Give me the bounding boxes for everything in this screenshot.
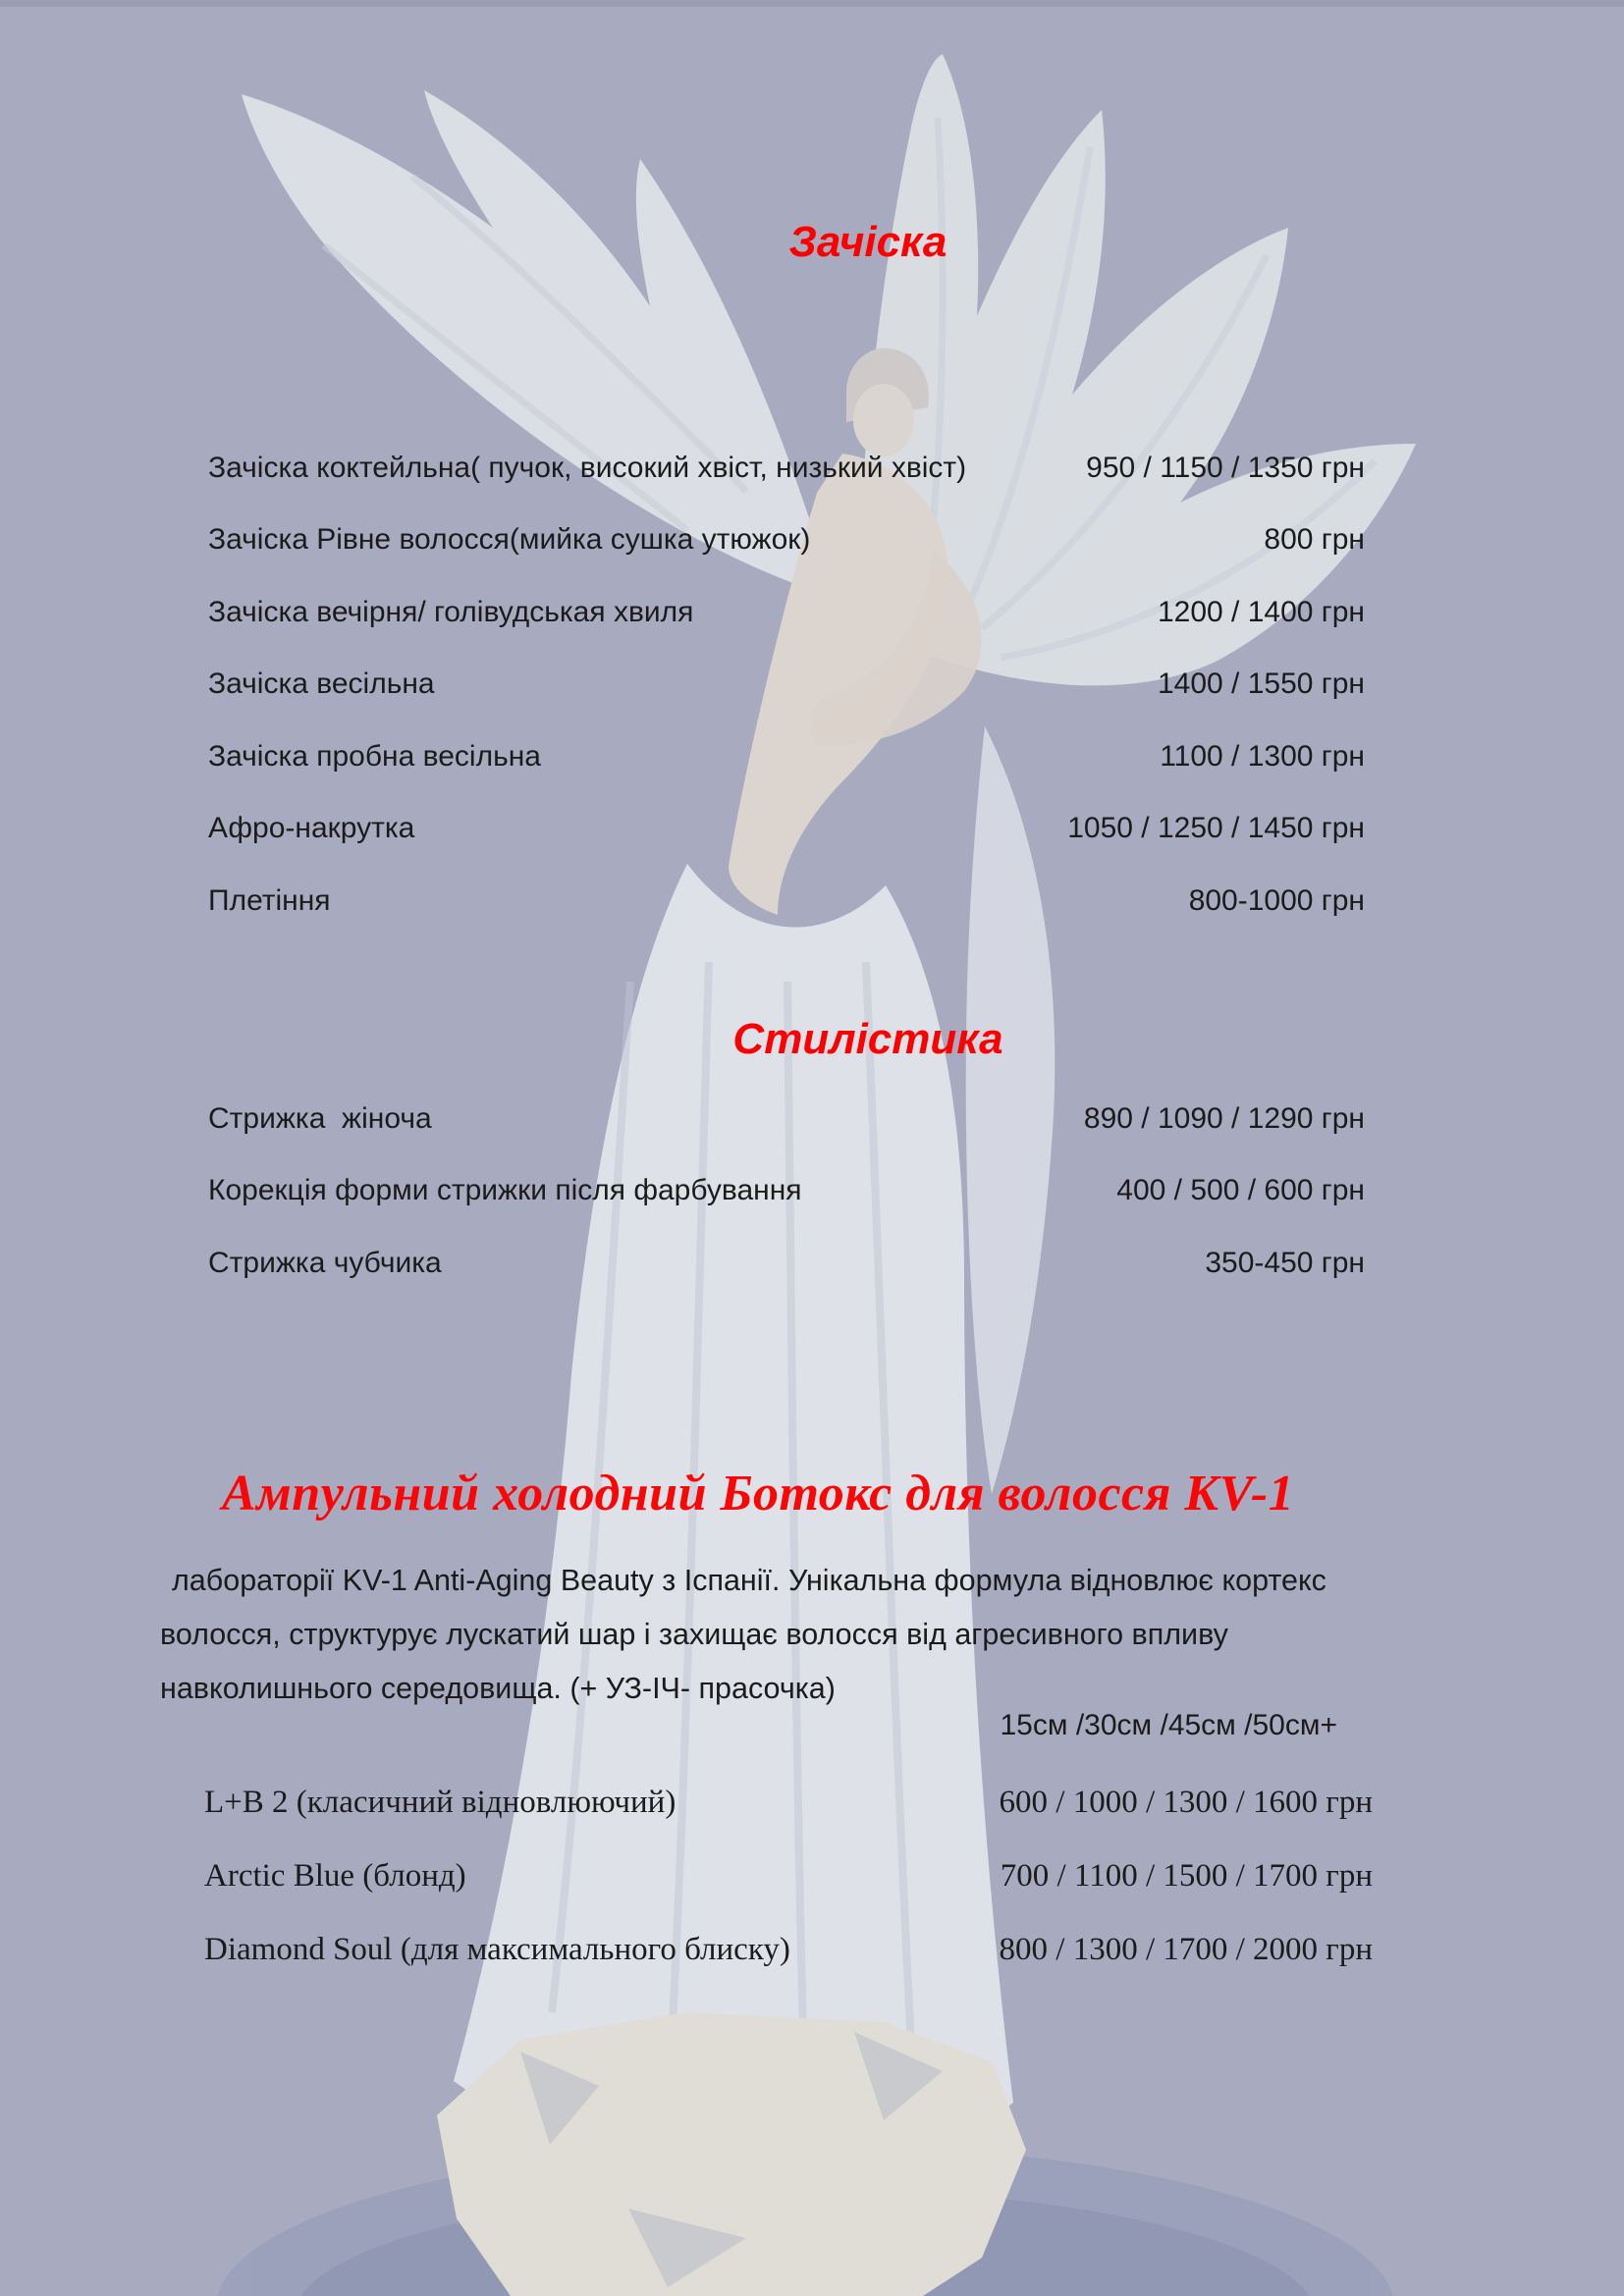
section-title-styling: Стилістика	[732, 1015, 1003, 1063]
product-label: Arctic Blue (блонд)	[204, 1858, 466, 1894]
service-label: Зачіска коктейльна( пучок, високий хвіст, низький хвіст)	[208, 451, 967, 484]
service-price: 1200 / 1400 грн	[1157, 595, 1365, 628]
hair-length-sizes-header: 15см /30см /45см /50см+	[1000, 1709, 1337, 1741]
price-row	[208, 432, 1365, 505]
botox-description-line: лабораторії KV-1 Anti-Aging Beauty з Іспанії. Унікальна формула відновлює кортекс	[172, 1564, 1326, 1597]
price-row	[204, 1840, 1373, 1913]
botox-description	[160, 1554, 1456, 1716]
service-price: 800-1000 грн	[1188, 883, 1365, 917]
service-label: Плетіння	[208, 883, 331, 917]
service-price: 1100 / 1300 грн	[1160, 739, 1365, 773]
service-price: 400 / 500 / 600 грн	[1116, 1174, 1365, 1207]
service-label: Зачіска вечірня/ голівудськая хвиля	[208, 595, 694, 628]
price-row	[208, 793, 1365, 866]
price-list-botox	[204, 1766, 1373, 1987]
price-row	[204, 1766, 1373, 1840]
price-row	[208, 649, 1365, 721]
service-label: Зачіска пробна весільна	[208, 739, 541, 773]
botox-description-line: волосся, структурує лускатий шар і захищає волосся від агресивного впливу	[160, 1618, 1228, 1651]
price-row	[208, 721, 1365, 793]
service-label: Стрижка чубчика	[208, 1246, 442, 1279]
botox-description-line: навколишнього середовища. (+ УЗ-ІЧ- прасочка)	[160, 1672, 836, 1705]
service-label: Зачіска Рівне волосся(мийка сушка утюжок)	[208, 523, 811, 557]
section-title-hairstyle: Зачіска	[788, 218, 947, 266]
price-row	[208, 505, 1365, 577]
service-label: Афро-накрутка	[208, 812, 415, 845]
service-price: 1050 / 1250 / 1450 грн	[1067, 812, 1365, 845]
price-row	[208, 865, 1365, 937]
service-price: 950 / 1150 / 1350 грн	[1086, 451, 1365, 484]
service-label: Корекція форми стрижки після фарбування	[208, 1174, 802, 1207]
product-label: L+B 2 (класичний відновлюючий)	[204, 1785, 677, 1820]
service-label: Стрижка жіноча	[208, 1101, 432, 1135]
price-list-styling	[208, 1083, 1365, 1300]
price-row	[204, 1913, 1373, 1987]
product-price: 600 / 1000 / 1300 / 1600 грн	[999, 1785, 1373, 1820]
product-price: 700 / 1100 / 1500 / 1700 грн	[1000, 1858, 1373, 1894]
price-row	[208, 1083, 1365, 1155]
price-row	[208, 1227, 1365, 1300]
service-price: 350-450 грн	[1205, 1246, 1365, 1279]
service-price: 890 / 1090 / 1290 грн	[1083, 1101, 1365, 1135]
product-price: 800 / 1300 / 1700 / 2000 грн	[999, 1932, 1373, 1967]
service-price: 1400 / 1550 грн	[1157, 667, 1365, 701]
price-row	[208, 576, 1365, 649]
service-label: Зачіска весільна	[208, 667, 435, 701]
price-row	[208, 1155, 1365, 1228]
service-price: 800 грн	[1264, 523, 1365, 557]
product-label: Diamond Soul (для максимального блиску)	[204, 1932, 790, 1967]
botox-section-title: Ампульний холодний Ботокс для волосся KV-1	[222, 1466, 1295, 1522]
price-list-hairstyle	[208, 432, 1365, 937]
